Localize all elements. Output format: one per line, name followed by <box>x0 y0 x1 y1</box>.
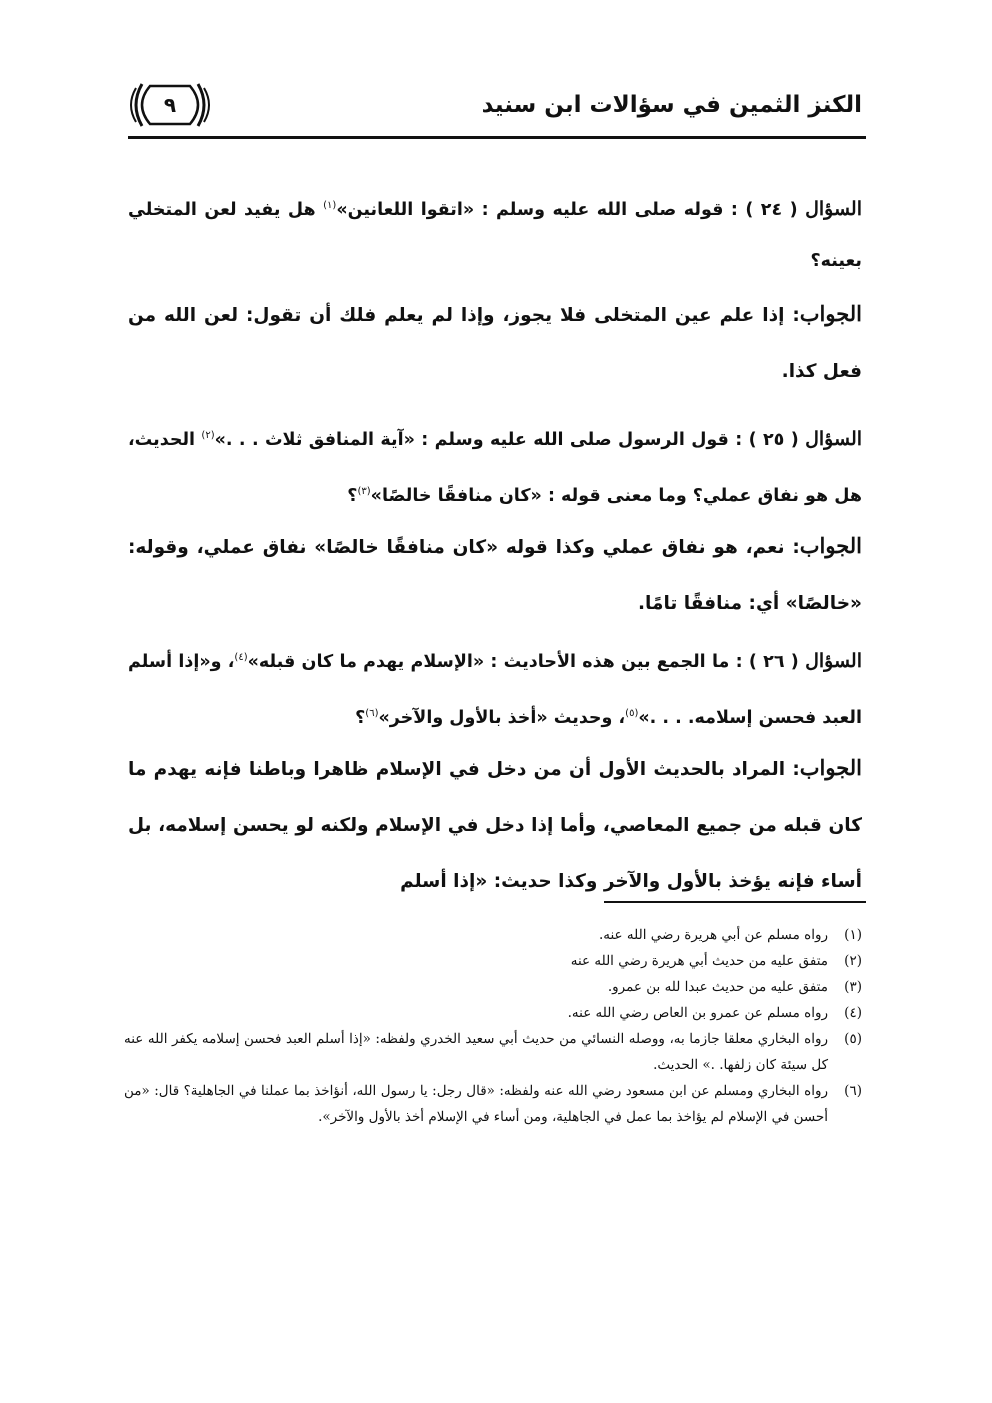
page-number: ٩ <box>163 93 177 117</box>
question-text: ( ٢٥ ) : قول الرسول صلى الله عليه وسلم : «آية المنافق ثلاث . . .» <box>214 429 806 450</box>
footnote-ref[interactable]: (٦) <box>365 707 379 719</box>
page-number-badge <box>128 80 212 130</box>
question-25 <box>128 410 862 522</box>
footnote-number: (٦) <box>844 1083 862 1099</box>
footnote-number: (٥) <box>844 1031 862 1047</box>
answer-label: الجواب <box>799 533 862 558</box>
answer-label: الجواب <box>799 301 862 326</box>
answer-25 <box>128 518 862 632</box>
question-text: ؟ <box>355 707 366 728</box>
question-text: ، و«إذا أسلم العبد فحسن إسلامه. . . .» <box>128 651 862 728</box>
answer-text: : إذا علم عين المتخلى فلا يجوز، وإذا لم يعلم فلك أن تقول: لعن الله من فعل كذا. <box>128 305 862 382</box>
answer-text: : المراد بالحديث الأول أن من دخل في الإسلام ظاهرا وباطنا فإنه يهدم ما كان قبله من جميع المعاصي، وأما إذا دخل في الإسلام ولكنه لو يحسن إسلامه، بل أساء فإنه يؤخذ بالأول والآخر وكذا حديث: «إذا أسلم <box>128 759 862 892</box>
footnote-text: رواه مسلم عن عمرو بن العاص رضي الله عنه. <box>567 1005 828 1021</box>
footnote-number: (٤) <box>844 1005 862 1021</box>
answer-26 <box>128 740 862 910</box>
question-text: هل يفيد لعن المتخلي بعينه؟ <box>128 199 862 271</box>
footnote-ref[interactable]: (٤) <box>234 652 248 663</box>
footnote <box>124 1026 862 1078</box>
footnote <box>124 974 862 1000</box>
footnote-ref[interactable]: (٣) <box>357 485 371 497</box>
answer-text: : نعم، هو نفاق عملي وكذا قوله «كان منافقًا خالصًا» نفاق عملي، وقوله: «خالصًا» أي: منافقًا تامًا. <box>128 537 862 614</box>
question-text: ( ٢٤ ) : قوله صلى الله عليه وسلم : «اتقوا اللعانين» <box>336 199 806 220</box>
question-text: ؟ <box>347 485 358 506</box>
question-text: ، وحديث «أخذ بالأول والآخر» <box>378 707 626 728</box>
answer-24 <box>128 286 862 400</box>
question-label: السؤال <box>805 197 862 220</box>
question-label: السؤال <box>805 427 863 450</box>
question-text: الحديث، هل هو نفاق عملي؟ وما معنى قوله : «كان منافقًا خالصًا» <box>128 429 862 506</box>
footnote <box>124 922 862 948</box>
footnote-text: رواه البخاري ومسلم عن ابن مسعود رضي الله عنه ولفظه: «قال رجل: يا رسول الله، أنؤاخذ بما عملنا في الجاهلية؟ قال: «من أحسن في الإسلام لم يؤاخذ بما عمل في الجاهلية، ومن أساء في الإسلام أخذ بالأول والآخر». <box>124 1083 828 1125</box>
footnote <box>124 1000 862 1026</box>
question-text: ( ٢٦ ) : ما الجمع بين هذه الأحاديث : «الإسلام يهدم ما كان قبله» <box>247 651 806 672</box>
footnote-number: (٢) <box>844 953 862 969</box>
header-divider <box>128 136 866 139</box>
footnote-text: رواه البخاري معلقا جازما به، ووصله النسائي من حديث أبي سعيد الخدري ولفظه: «إذا أسلم العبد فحسن إسلامه يكفر الله عنه كل سيئة كان زلفها. .» الحديث. <box>124 1031 828 1073</box>
footnote-text: متفق عليه من حديث أبي هريرة رضي الله عنه <box>570 953 828 969</box>
footnote-text: متفق عليه من حديث عبدا لله بن عمرو. <box>607 979 828 995</box>
book-title: الكنز الثمين في سؤالات ابن سنيد <box>481 92 862 118</box>
footnote-divider <box>604 901 866 903</box>
footnote <box>124 1078 862 1130</box>
footnote-ref[interactable]: (٢) <box>201 430 215 441</box>
footnote-text: رواه مسلم عن أبي هريرة رضي الله عنه. <box>598 927 828 943</box>
footnote-number: (٣) <box>844 979 862 995</box>
footnote-ref[interactable]: (٥) <box>625 707 639 719</box>
footnote <box>124 948 862 974</box>
question-label: السؤال <box>805 649 862 672</box>
question-26 <box>128 632 862 744</box>
footnotes <box>124 922 862 1130</box>
footnote-ref[interactable]: (١) <box>323 200 337 211</box>
answer-label: الجواب <box>799 755 862 780</box>
question-24 <box>128 180 862 287</box>
footnote-number: (١) <box>844 927 862 943</box>
